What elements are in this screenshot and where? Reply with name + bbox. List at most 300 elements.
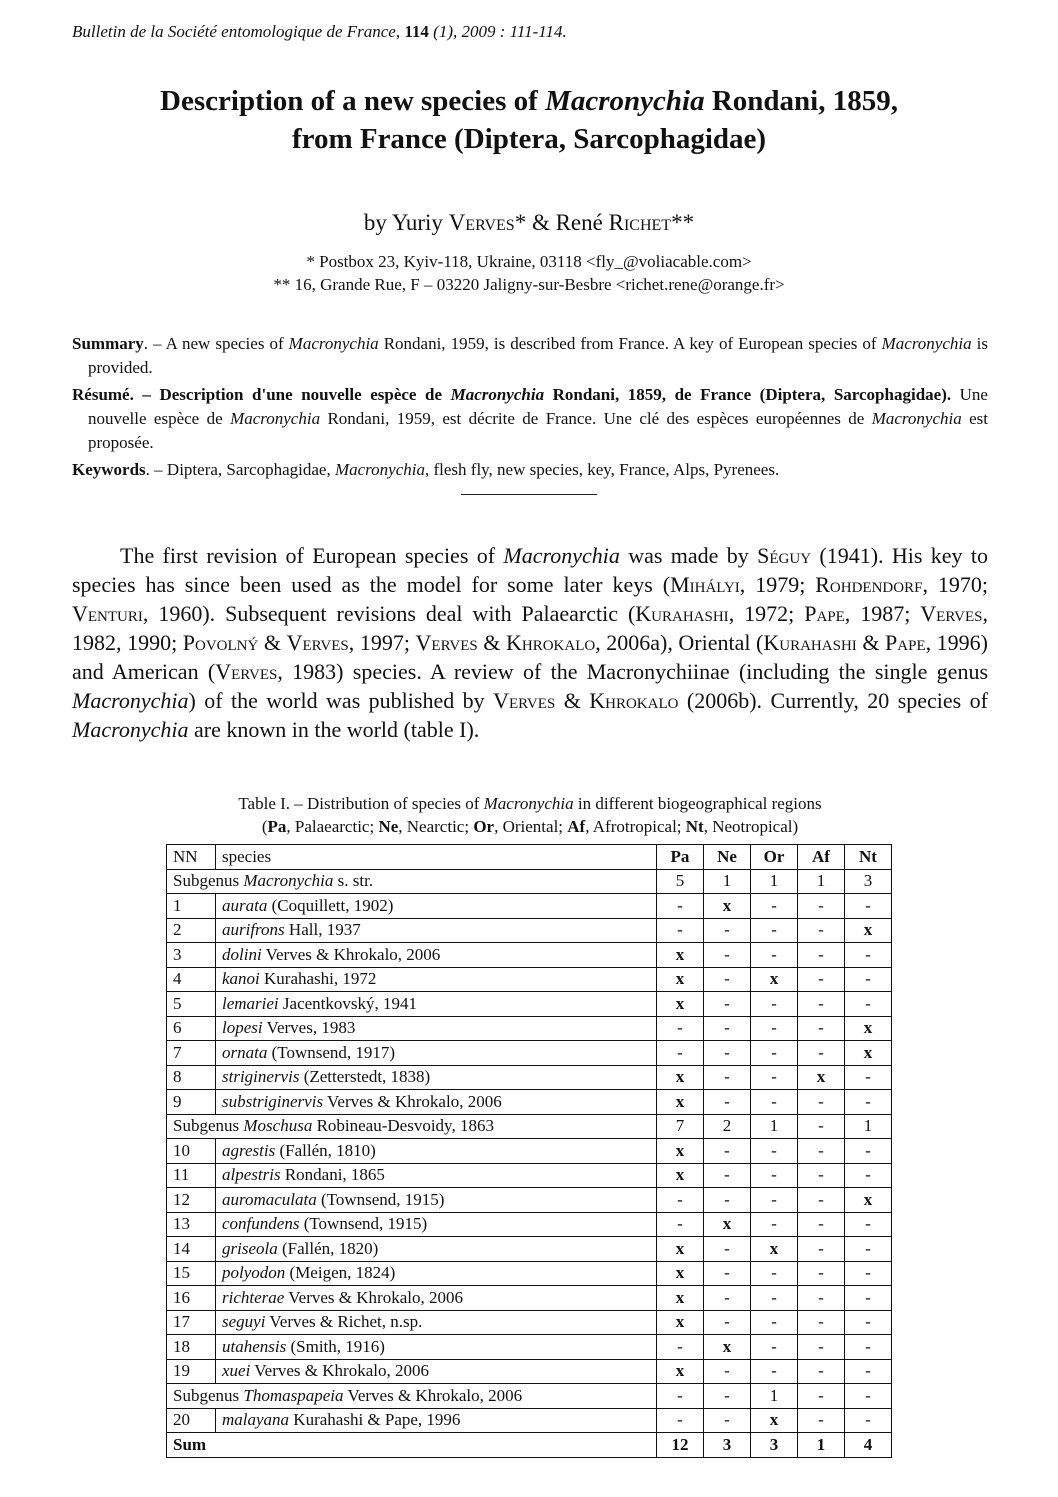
species-number: 14 (167, 1237, 216, 1262)
cell-nt: - (845, 1090, 892, 1115)
cell-ne: - (704, 1188, 751, 1213)
keywords-paragraph (72, 458, 988, 482)
sum-label: Sum (167, 1433, 657, 1458)
subgenus-name: Moschusa (243, 1116, 313, 1136)
keywords-label: Keywords (72, 460, 146, 479)
species-number: 1 (167, 894, 216, 919)
subgenus-author: Robineau-Desvoidy, 1863 (312, 1116, 494, 1136)
cell-pa: - (657, 894, 704, 919)
species-name: ornata (222, 1042, 268, 1062)
cell-pa: x (657, 1139, 704, 1164)
species-author: (Coquillett, 1902) (267, 895, 394, 915)
author-surname: Richet (608, 210, 672, 235)
cell-pa: 7 (657, 1114, 704, 1139)
resume-text: Une nouvelle espèce de (88, 385, 988, 428)
cell-pa: x (657, 1261, 704, 1286)
species-number: 6 (167, 1016, 216, 1041)
species-author: Verves & Richet, n.sp. (265, 1312, 423, 1332)
cell-af: - (798, 894, 845, 919)
species-cell (216, 967, 657, 992)
region-abbrev: Af (567, 817, 586, 836)
species-author: (Fallén, 1810) (275, 1140, 376, 1160)
species-name: aurata (222, 895, 268, 915)
body-text: The first revision of European species of (120, 543, 504, 568)
subgenus-label: Subgenus (173, 1385, 244, 1405)
cell-or: - (751, 1335, 798, 1360)
genus-name: Macronychia (483, 794, 574, 813)
cell-nt: 4 (845, 1433, 892, 1458)
body-text: & (856, 630, 886, 655)
species-name: agrestis (222, 1140, 276, 1160)
cell-ne: - (704, 1237, 751, 1262)
genus-name: Macronychia (881, 334, 972, 353)
body-text: , 1982, 1990; (72, 601, 988, 655)
cell-ne: - (704, 1310, 751, 1335)
cited-author: Kurahashi (763, 630, 857, 655)
cell-ne: x (704, 1335, 751, 1360)
species-cell (216, 943, 657, 968)
cell-or: x (751, 1408, 798, 1433)
cell-af: - (798, 943, 845, 968)
species-name: polyodon (222, 1263, 286, 1283)
cell-or: - (751, 992, 798, 1017)
cell-ne: 1 (704, 869, 751, 894)
species-row (167, 1286, 892, 1311)
cell-or: - (751, 943, 798, 968)
cell-nt: - (845, 1163, 892, 1188)
cell-ne: - (704, 1139, 751, 1164)
species-cell (216, 1212, 657, 1237)
table-header-row (167, 845, 892, 870)
cell-af: - (798, 1212, 845, 1237)
cell-or: 1 (751, 1384, 798, 1409)
body-text: , 1979; (739, 572, 816, 597)
table-caption (72, 792, 988, 838)
species-number: 11 (167, 1163, 216, 1188)
abstract (72, 332, 988, 482)
cell-or: - (751, 1359, 798, 1384)
resume-paragraph (72, 383, 988, 455)
genus-name: Macronychia (503, 543, 620, 568)
body-text: (1941). His key to species has since been used as the model for some later keys ( (72, 543, 988, 597)
species-name: kanoi (222, 969, 260, 989)
species-name: substriginervis (222, 1091, 324, 1111)
caption-text: , Palaearctic; (286, 817, 379, 836)
cell-pa: x (657, 943, 704, 968)
species-author: Verves & Khrokalo, 2006 (250, 1361, 429, 1381)
paper-title (40, 82, 1018, 158)
cell-nt: x (845, 1188, 892, 1213)
cell-af: - (798, 1286, 845, 1311)
species-cell (216, 1016, 657, 1041)
subgenus-cell (167, 869, 657, 894)
resume-label: Résumé (72, 385, 130, 404)
cell-pa: x (657, 1359, 704, 1384)
species-cell (216, 992, 657, 1017)
cited-author: Mihályi (670, 572, 740, 597)
species-name: utahensis (222, 1336, 287, 1356)
caption-text: , Afrotropical; (585, 817, 686, 836)
cell-pa: x (657, 1286, 704, 1311)
cell-ne: - (704, 943, 751, 968)
title-part: Description of a new species of (160, 85, 546, 117)
caption-text: , Nearctic; (398, 817, 474, 836)
cell-pa: x (657, 1065, 704, 1090)
species-number: 2 (167, 918, 216, 943)
species-number: 15 (167, 1261, 216, 1286)
body-text: , 1960). Subsequent revisions deal with Palaearctic ( (142, 601, 636, 626)
species-author: Verves & Khrokalo, 2006 (261, 944, 441, 964)
resume-text: est proposée. (88, 409, 988, 452)
body-text: & (555, 688, 590, 713)
cell-or: 1 (751, 869, 798, 894)
cell-or: - (751, 1163, 798, 1188)
cell-ne: - (704, 992, 751, 1017)
species-name: richterae (222, 1287, 285, 1307)
species-author: (Zetterstedt, 1838) (299, 1067, 431, 1087)
cell-nt: - (845, 1065, 892, 1090)
species-cell (216, 1310, 657, 1335)
species-name: aurifrons (222, 920, 285, 940)
species-cell (216, 1261, 657, 1286)
cell-nt: - (845, 1261, 892, 1286)
affiliation-1: * Postbox 23, Kyiv-118, Ukraine, 03118 <fly_@voliacable.com> (306, 252, 752, 271)
affiliation-2: ** 16, Grande Rue, F – 03220 Jaligny-sur-Besbre <richet.rene@orange.fr> (273, 275, 785, 294)
subgenus-label: Subgenus (173, 1116, 244, 1136)
body-text: , 1972; (728, 601, 805, 626)
cell-af: - (798, 918, 845, 943)
column-header-nn: NN (167, 845, 216, 870)
species-row (167, 1163, 892, 1188)
species-name: striginervis (222, 1067, 300, 1087)
cell-or: - (751, 894, 798, 919)
cell-nt: - (845, 1384, 892, 1409)
cited-author: Verves (493, 688, 556, 713)
species-cell (216, 1335, 657, 1360)
species-name: seguyi (222, 1312, 266, 1332)
species-name: dolini (222, 944, 262, 964)
body-text: was made by (619, 543, 758, 568)
cell-ne: - (704, 1286, 751, 1311)
species-author: Verves & Khrokalo, 2006 (323, 1091, 502, 1111)
cell-ne: - (704, 1261, 751, 1286)
cited-author: Verves (415, 630, 478, 655)
cell-af: 1 (798, 869, 845, 894)
cell-nt: - (845, 967, 892, 992)
body-text: (2006b). Currently, 20 species of (678, 688, 988, 713)
subgenus-name: Thomaspapeia (243, 1385, 344, 1405)
cell-pa: x (657, 1310, 704, 1335)
species-row (167, 992, 892, 1017)
cited-author: Khrokalo (589, 688, 679, 713)
species-author: Verves, 1983 (262, 1018, 356, 1038)
summary-paragraph (72, 332, 988, 380)
journal-volume: 114 (404, 22, 429, 41)
species-name: confundens (222, 1214, 300, 1234)
cell-pa: - (657, 1212, 704, 1237)
species-cell (216, 1286, 657, 1311)
cell-af: - (798, 1114, 845, 1139)
cited-author: Verves (215, 659, 278, 684)
species-cell (216, 1065, 657, 1090)
cell-af: - (798, 1139, 845, 1164)
summary-label: Summary (72, 334, 144, 353)
species-row (167, 1212, 892, 1237)
cell-nt: - (845, 894, 892, 919)
body-text: , 1983) species. A review of the Macronychiinae (including the single genus (277, 659, 989, 684)
cell-af: 1 (798, 1433, 845, 1458)
body-text: , 1996) and American ( (72, 630, 988, 684)
journal-citation (72, 20, 972, 44)
cell-or: - (751, 1212, 798, 1237)
cell-af: - (798, 1188, 845, 1213)
cell-or: 3 (751, 1433, 798, 1458)
cell-or: x (751, 1237, 798, 1262)
cell-pa: x (657, 967, 704, 992)
subgenus-row (167, 869, 892, 894)
summary-text: Rondani, 1959, is described from France. A key of European species of (378, 334, 882, 353)
cell-ne: - (704, 1163, 751, 1188)
genus-name: Macronychia (72, 688, 189, 713)
column-header-or: Or (751, 845, 798, 870)
species-row (167, 1065, 892, 1090)
body-paragraph (72, 541, 988, 744)
species-row (167, 1335, 892, 1360)
cell-pa: - (657, 1188, 704, 1213)
species-number: 16 (167, 1286, 216, 1311)
cell-pa: x (657, 992, 704, 1017)
summary-text: . – A new species of (143, 334, 289, 353)
subgenus-cell (167, 1384, 657, 1409)
caption-text: ( (261, 817, 268, 836)
column-header-af: Af (798, 845, 845, 870)
species-number: 5 (167, 992, 216, 1017)
cell-pa: - (657, 1335, 704, 1360)
subgenus-label: Subgenus (173, 871, 244, 891)
genus-name: Macronychia (871, 409, 962, 428)
cell-ne: - (704, 1041, 751, 1066)
species-author: (Townsend, 1917) (267, 1042, 396, 1062)
species-author: Jacentkovský, 1941 (278, 993, 417, 1013)
species-cell (216, 894, 657, 919)
species-cell (216, 1359, 657, 1384)
resume-text: Rondani, 1959, est décrite de France. Une clé des espèces européennes de (320, 409, 872, 428)
cell-pa: - (657, 1384, 704, 1409)
cell-or: - (751, 1090, 798, 1115)
cell-or: - (751, 1261, 798, 1286)
cell-af: - (798, 1359, 845, 1384)
species-author: Kurahashi & Pape, 1996 (289, 1410, 461, 1430)
species-row (167, 894, 892, 919)
column-header-pa: Pa (657, 845, 704, 870)
cell-ne: 3 (704, 1433, 751, 1458)
cell-nt: x (845, 1041, 892, 1066)
keywords-text: . – Diptera, Sarcophagidae, (145, 460, 335, 479)
species-distribution-table (166, 844, 892, 1458)
summary-text: is provided. (88, 334, 988, 377)
cell-nt: 3 (845, 869, 892, 894)
cell-pa: x (657, 1237, 704, 1262)
cell-ne: - (704, 1065, 751, 1090)
species-name: griseola (222, 1238, 278, 1258)
species-number: 7 (167, 1041, 216, 1066)
cell-af: - (798, 1310, 845, 1335)
table-body (167, 869, 892, 1457)
cell-or: - (751, 1139, 798, 1164)
intro-paragraph (72, 541, 988, 744)
cell-nt: - (845, 1237, 892, 1262)
cell-af: - (798, 1237, 845, 1262)
cell-pa: 12 (657, 1433, 704, 1458)
resume-title: . – Description d'une nouvelle espèce de (129, 385, 451, 404)
body-text: & (258, 630, 287, 655)
cell-or: - (751, 1286, 798, 1311)
cell-nt: - (845, 1335, 892, 1360)
title-genus: Macronychia (545, 85, 705, 117)
cell-af: - (798, 967, 845, 992)
cell-af: x (798, 1065, 845, 1090)
cell-nt: - (845, 1359, 892, 1384)
species-row (167, 1359, 892, 1384)
caption-text: , Neotropical) (703, 817, 799, 836)
cell-pa: 5 (657, 869, 704, 894)
cell-nt: - (845, 1408, 892, 1433)
species-row (167, 1310, 892, 1335)
cell-nt: - (845, 1286, 892, 1311)
cell-or: - (751, 1188, 798, 1213)
cell-or: - (751, 1065, 798, 1090)
cited-author: Venturi (72, 601, 143, 626)
species-cell (216, 1041, 657, 1066)
author-text: * & René (514, 210, 609, 235)
species-number: 19 (167, 1359, 216, 1384)
cell-ne: x (704, 894, 751, 919)
cell-af: - (798, 1408, 845, 1433)
cell-or: x (751, 967, 798, 992)
species-number: 4 (167, 967, 216, 992)
species-name: alpestris (222, 1165, 281, 1185)
genus-name: Macronychia (230, 409, 321, 428)
cell-pa: - (657, 1016, 704, 1041)
cell-af: - (798, 1261, 845, 1286)
species-number: 3 (167, 943, 216, 968)
sum-row (167, 1433, 892, 1458)
cell-af: - (798, 1384, 845, 1409)
species-row (167, 943, 892, 968)
section-divider (461, 494, 597, 495)
cell-ne: - (704, 1359, 751, 1384)
cell-pa: x (657, 1163, 704, 1188)
species-row (167, 967, 892, 992)
cell-ne: x (704, 1212, 751, 1237)
cell-nt: - (845, 1310, 892, 1335)
species-number: 12 (167, 1188, 216, 1213)
species-row (167, 918, 892, 943)
cell-or: 1 (751, 1114, 798, 1139)
species-name: lemariei (222, 993, 279, 1013)
body-text: are known in the world (table I). (188, 717, 480, 742)
keywords-text: , flesh fly, new species, key, France, Alps, Pyrenees. (424, 460, 780, 479)
cell-af: - (798, 1090, 845, 1115)
cited-author: Khrokalo (505, 630, 596, 655)
species-author: Kurahashi, 1972 (259, 969, 377, 989)
body-text: , 1970; (922, 572, 988, 597)
region-abbrev: Or (473, 817, 495, 836)
cell-ne: 2 (704, 1114, 751, 1139)
cited-author: Séguy (757, 543, 812, 568)
species-row (167, 1237, 892, 1262)
cited-author: Povolný (182, 630, 259, 655)
species-cell (216, 1188, 657, 1213)
cited-author: Verves (920, 601, 983, 626)
cell-nt: x (845, 1016, 892, 1041)
species-cell (216, 1408, 657, 1433)
cited-author: Rohdendorf (815, 572, 923, 597)
species-author: (Fallén, 1820) (277, 1238, 379, 1258)
genus-name: Macronychia (450, 385, 545, 404)
genus-name: Macronychia (72, 717, 189, 742)
journal-name: Bulletin de la Société entomologique de France, (72, 22, 401, 41)
cell-ne: - (704, 967, 751, 992)
cell-ne: - (704, 1016, 751, 1041)
author-surname: Verves (448, 210, 515, 235)
column-header-ne: Ne (704, 845, 751, 870)
species-author: (Smith, 1916) (286, 1336, 385, 1356)
cited-author: Kurahashi (635, 601, 729, 626)
species-number: 9 (167, 1090, 216, 1115)
body-text: , 1997; (348, 630, 416, 655)
cell-pa: - (657, 918, 704, 943)
subgenus-row (167, 1384, 892, 1409)
genus-name: Macronychia (288, 334, 379, 353)
cell-pa: - (657, 1408, 704, 1433)
species-row (167, 1408, 892, 1433)
cell-af: - (798, 992, 845, 1017)
cell-nt: - (845, 943, 892, 968)
cell-nt: - (845, 1139, 892, 1164)
species-number: 18 (167, 1335, 216, 1360)
cell-ne: - (704, 1090, 751, 1115)
cell-ne: - (704, 1384, 751, 1409)
species-row (167, 1261, 892, 1286)
species-cell (216, 1163, 657, 1188)
species-author: (Meigen, 1824) (285, 1263, 396, 1283)
resume-title: Rondani, 1859, de France (Diptera, Sarcophagidae). (544, 385, 952, 404)
cited-author: Pape (804, 601, 845, 626)
cell-nt: - (845, 1212, 892, 1237)
subgenus-name: Macronychia (243, 871, 334, 891)
body-text: ) of the world was published by (188, 688, 494, 713)
author-text: by Yuriy (363, 210, 449, 235)
cell-or: - (751, 1016, 798, 1041)
cell-af: - (798, 1016, 845, 1041)
species-cell (216, 918, 657, 943)
region-abbrev: Nt (685, 817, 704, 836)
cell-pa: - (657, 1041, 704, 1066)
species-author: Hall, 1937 (284, 920, 361, 940)
species-author: (Townsend, 1915) (299, 1214, 428, 1234)
species-number: 20 (167, 1408, 216, 1433)
cell-or: - (751, 918, 798, 943)
body-text: & (477, 630, 506, 655)
cell-af: - (798, 1041, 845, 1066)
species-number: 17 (167, 1310, 216, 1335)
cell-af: - (798, 1335, 845, 1360)
author-text: ** (671, 210, 695, 235)
species-name: auromaculata (222, 1189, 317, 1209)
species-author: (Townsend, 1915) (316, 1189, 445, 1209)
body-text: , 2006a), Oriental ( (595, 630, 764, 655)
